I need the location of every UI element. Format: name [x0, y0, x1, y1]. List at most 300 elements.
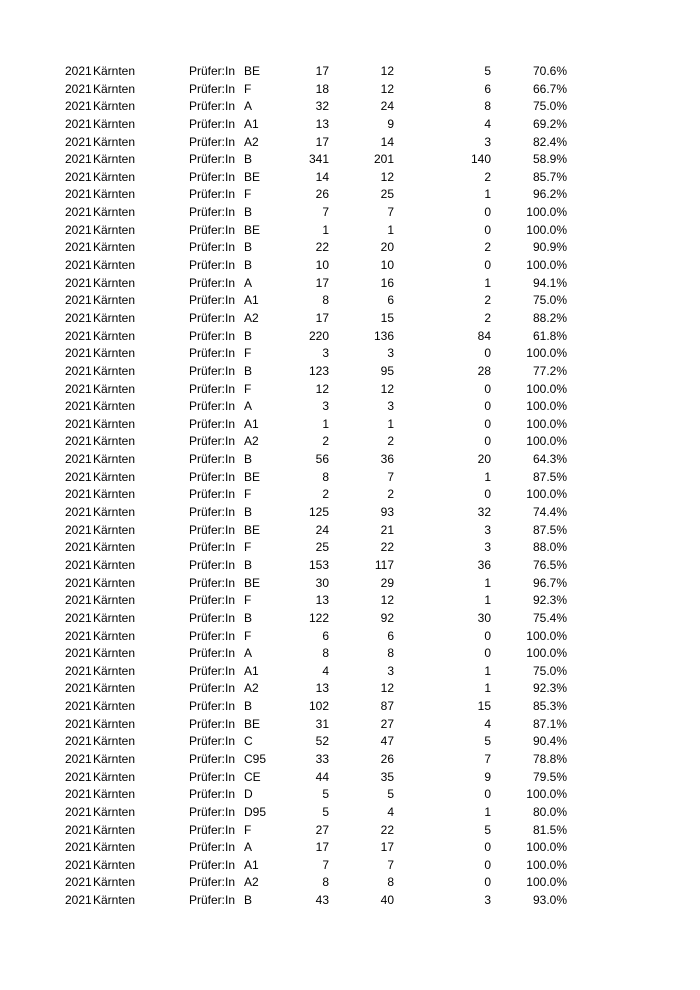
failed-count-cell: 9 — [484, 769, 491, 784]
passed-count-cell: 22 — [380, 822, 394, 837]
table-row — [0, 63, 700, 81]
region-cell: Kärnten — [93, 593, 136, 608]
total-count-cell: 52 — [315, 734, 329, 749]
region-cell: Kärnten — [93, 310, 136, 325]
pass-rate-cell: 70.6% — [532, 64, 567, 78]
pass-rate-cell: 100.0% — [526, 875, 567, 890]
region-cell: Kärnten — [93, 399, 136, 414]
passed-count-cell: 10 — [380, 258, 394, 273]
total-count-cell: 3 — [322, 399, 329, 414]
table-row — [0, 504, 700, 522]
table-row — [0, 575, 700, 593]
license-class-cell: F — [244, 346, 252, 361]
year-cell: 2021 — [65, 857, 92, 872]
role-cell: Prüfer:In — [189, 804, 236, 819]
year-cell: 2021 — [65, 505, 92, 520]
failed-count-cell: 0 — [484, 205, 491, 220]
pass-rate-cell: 100.0% — [526, 222, 567, 237]
failed-count-cell: 1 — [484, 469, 491, 484]
failed-count-cell: 3 — [484, 893, 491, 908]
year-cell: 2021 — [65, 593, 92, 608]
pass-rate-cell: 82.4% — [532, 134, 567, 149]
total-count-cell: 44 — [315, 769, 329, 784]
table-row — [0, 610, 700, 628]
license-class-cell: C — [244, 734, 253, 749]
total-count-cell: 3 — [322, 346, 329, 361]
pass-rate-cell: 75.4% — [532, 610, 567, 625]
pass-rate-cell: 88.2% — [532, 310, 567, 325]
table-row — [0, 363, 700, 381]
table-row — [0, 786, 700, 804]
failed-count-cell: 3 — [484, 540, 491, 555]
passed-count-cell: 92 — [380, 610, 394, 625]
pass-rate-cell: 78.8% — [532, 751, 567, 766]
total-count-cell: 17 — [315, 64, 329, 78]
total-count-cell: 1 — [322, 416, 329, 431]
total-count-cell: 17 — [315, 275, 329, 290]
role-cell: Prüfer:In — [189, 169, 236, 184]
year-cell: 2021 — [65, 399, 92, 414]
region-cell: Kärnten — [93, 187, 136, 202]
total-count-cell: 31 — [315, 716, 329, 731]
passed-count-cell: 8 — [387, 875, 394, 890]
passed-count-cell: 201 — [373, 152, 394, 167]
pass-rate-cell: 100.0% — [526, 628, 567, 643]
failed-count-cell: 0 — [484, 222, 491, 237]
region-cell: Kärnten — [93, 169, 136, 184]
year-cell: 2021 — [65, 381, 92, 396]
total-count-cell: 17 — [315, 840, 329, 855]
license-class-cell: F — [244, 381, 252, 396]
table-row — [0, 257, 700, 275]
year-cell: 2021 — [65, 487, 92, 502]
role-cell: Prüfer:In — [189, 628, 236, 643]
passed-count-cell: 7 — [387, 857, 394, 872]
role-cell: Prüfer:In — [189, 663, 236, 678]
year-cell: 2021 — [65, 699, 92, 714]
year-cell: 2021 — [65, 240, 92, 255]
failed-count-cell: 1 — [484, 681, 491, 696]
role-cell: Prüfer:In — [189, 857, 236, 872]
failed-count-cell: 1 — [484, 275, 491, 290]
passed-count-cell: 5 — [387, 787, 394, 802]
role-cell: Prüfer:In — [189, 505, 236, 520]
total-count-cell: 8 — [322, 293, 329, 308]
failed-count-cell: 1 — [484, 593, 491, 608]
license-class-cell: F — [244, 187, 252, 202]
total-count-cell: 32 — [315, 99, 329, 114]
passed-count-cell: 7 — [387, 205, 394, 220]
table-row — [0, 116, 700, 134]
failed-count-cell: 1 — [484, 804, 491, 819]
role-cell: Prüfer:In — [189, 346, 236, 361]
year-cell: 2021 — [65, 540, 92, 555]
region-cell: Kärnten — [93, 875, 136, 890]
total-count-cell: 18 — [315, 81, 329, 96]
region-cell: Kärnten — [93, 804, 136, 819]
region-cell: Kärnten — [93, 64, 136, 78]
total-count-cell: 27 — [315, 822, 329, 837]
table-row — [0, 416, 700, 434]
license-class-cell: A1 — [244, 293, 259, 308]
role-cell: Prüfer:In — [189, 293, 236, 308]
failed-count-cell: 0 — [484, 258, 491, 273]
pass-rate-cell: 100.0% — [526, 258, 567, 273]
total-count-cell: 220 — [308, 328, 329, 343]
role-cell: Prüfer:In — [189, 452, 236, 467]
table-row — [0, 822, 700, 840]
failed-count-cell: 2 — [484, 293, 491, 308]
total-count-cell: 17 — [315, 310, 329, 325]
total-count-cell: 13 — [315, 116, 329, 131]
license-class-cell: BE — [244, 169, 261, 184]
region-cell: Kärnten — [93, 787, 136, 802]
table-row — [0, 486, 700, 504]
passed-count-cell: 12 — [380, 593, 394, 608]
total-count-cell: 13 — [315, 593, 329, 608]
license-class-cell: B — [244, 699, 253, 714]
year-cell: 2021 — [65, 116, 92, 131]
passed-count-cell: 3 — [387, 399, 394, 414]
year-cell: 2021 — [65, 822, 92, 837]
license-class-cell: B — [244, 240, 253, 255]
year-cell: 2021 — [65, 769, 92, 784]
role-cell: Prüfer:In — [189, 64, 236, 78]
license-class-cell: F — [244, 81, 252, 96]
passed-count-cell: 136 — [373, 328, 394, 343]
passed-count-cell: 24 — [380, 99, 394, 114]
total-count-cell: 2 — [322, 434, 329, 449]
total-count-cell: 25 — [315, 540, 329, 555]
table-row — [0, 451, 700, 469]
table-row — [0, 239, 700, 257]
passed-count-cell: 6 — [387, 293, 394, 308]
table-row — [0, 716, 700, 734]
total-count-cell: 14 — [315, 169, 329, 184]
failed-count-cell: 3 — [484, 134, 491, 149]
year-cell: 2021 — [65, 205, 92, 220]
role-cell: Prüfer:In — [189, 275, 236, 290]
license-class-cell: B — [244, 557, 253, 572]
pass-rate-cell: 96.7% — [532, 575, 567, 590]
year-cell: 2021 — [65, 557, 92, 572]
year-cell: 2021 — [65, 346, 92, 361]
table-row — [0, 381, 700, 399]
failed-count-cell: 2 — [484, 240, 491, 255]
role-cell: Prüfer:In — [189, 751, 236, 766]
pass-rate-cell: 77.2% — [532, 363, 567, 378]
license-class-cell: A2 — [244, 875, 259, 890]
license-class-cell: F — [244, 628, 252, 643]
license-class-cell: F — [244, 487, 252, 502]
table-row — [0, 733, 700, 751]
pass-rate-cell: 66.7% — [532, 81, 567, 96]
year-cell: 2021 — [65, 258, 92, 273]
pass-rate-cell: 75.0% — [532, 663, 567, 678]
passed-count-cell: 2 — [387, 434, 394, 449]
table-row — [0, 222, 700, 240]
role-cell: Prüfer:In — [189, 575, 236, 590]
year-cell: 2021 — [65, 804, 92, 819]
failed-count-cell: 0 — [484, 416, 491, 431]
year-cell: 2021 — [65, 681, 92, 696]
total-count-cell: 7 — [322, 857, 329, 872]
role-cell: Prüfer:In — [189, 522, 236, 537]
passed-count-cell: 35 — [380, 769, 394, 784]
year-cell: 2021 — [65, 893, 92, 908]
license-class-cell: B — [244, 328, 253, 343]
total-count-cell: 33 — [315, 751, 329, 766]
license-class-cell: A1 — [244, 663, 259, 678]
failed-count-cell: 1 — [484, 187, 491, 202]
role-cell: Prüfer:In — [189, 699, 236, 714]
failed-count-cell: 140 — [470, 152, 491, 167]
year-cell: 2021 — [65, 716, 92, 731]
role-cell: Prüfer:In — [189, 310, 236, 325]
total-count-cell: 341 — [308, 152, 329, 167]
passed-count-cell: 9 — [387, 116, 394, 131]
pass-rate-cell: 100.0% — [526, 840, 567, 855]
total-count-cell: 8 — [322, 646, 329, 661]
passed-count-cell: 4 — [387, 804, 394, 819]
role-cell: Prüfer:In — [189, 681, 236, 696]
role-cell: Prüfer:In — [189, 222, 236, 237]
role-cell: Prüfer:In — [189, 116, 236, 131]
region-cell: Kärnten — [93, 81, 136, 96]
pass-rate-cell: 75.0% — [532, 99, 567, 114]
table-row — [0, 645, 700, 663]
table-row — [0, 292, 700, 310]
failed-count-cell: 1 — [484, 575, 491, 590]
role-cell: Prüfer:In — [189, 363, 236, 378]
total-count-cell: 7 — [322, 205, 329, 220]
year-cell: 2021 — [65, 81, 92, 96]
table-row — [0, 328, 700, 346]
passed-count-cell: 12 — [380, 64, 394, 78]
passed-count-cell: 3 — [387, 346, 394, 361]
year-cell: 2021 — [65, 328, 92, 343]
table-row — [0, 680, 700, 698]
year-cell: 2021 — [65, 840, 92, 855]
year-cell: 2021 — [65, 134, 92, 149]
license-class-cell: A — [244, 275, 253, 290]
license-class-cell: A2 — [244, 434, 259, 449]
failed-count-cell: 0 — [484, 857, 491, 872]
license-class-cell: B — [244, 505, 253, 520]
pass-rate-cell: 100.0% — [526, 434, 567, 449]
passed-count-cell: 12 — [380, 381, 394, 396]
table-row — [0, 151, 700, 169]
role-cell: Prüfer:In — [189, 205, 236, 220]
failed-count-cell: 5 — [484, 64, 491, 78]
license-class-cell: D — [244, 787, 253, 802]
pass-rate-cell: 61.8% — [532, 328, 567, 343]
passed-count-cell: 12 — [380, 81, 394, 96]
table-row — [0, 204, 700, 222]
region-cell: Kärnten — [93, 99, 136, 114]
pass-rate-cell: 81.5% — [532, 822, 567, 837]
license-class-cell: A — [244, 399, 253, 414]
year-cell: 2021 — [65, 169, 92, 184]
license-class-cell: F — [244, 540, 252, 555]
region-cell: Kärnten — [93, 557, 136, 572]
passed-count-cell: 1 — [387, 222, 394, 237]
failed-count-cell: 28 — [477, 363, 491, 378]
passed-count-cell: 8 — [387, 646, 394, 661]
table-row — [0, 345, 700, 363]
role-cell: Prüfer:In — [189, 152, 236, 167]
pass-rate-cell: 58.9% — [532, 152, 567, 167]
pass-rate-cell: 74.4% — [532, 505, 567, 520]
pass-rate-cell: 87.5% — [532, 469, 567, 484]
role-cell: Prüfer:In — [189, 557, 236, 572]
total-count-cell: 30 — [315, 575, 329, 590]
failed-count-cell: 0 — [484, 628, 491, 643]
pass-rate-cell: 87.5% — [532, 522, 567, 537]
passed-count-cell: 25 — [380, 187, 394, 202]
table-row — [0, 186, 700, 204]
passed-count-cell: 7 — [387, 469, 394, 484]
region-cell: Kärnten — [93, 628, 136, 643]
pass-rate-cell: 80.0% — [532, 804, 567, 819]
total-count-cell: 8 — [322, 875, 329, 890]
failed-count-cell: 32 — [477, 505, 491, 520]
total-count-cell: 123 — [308, 363, 329, 378]
failed-count-cell: 0 — [484, 434, 491, 449]
pass-rate-cell: 100.0% — [526, 381, 567, 396]
role-cell: Prüfer:In — [189, 646, 236, 661]
table-row — [0, 81, 700, 99]
failed-count-cell: 2 — [484, 169, 491, 184]
failed-count-cell: 0 — [484, 346, 491, 361]
license-class-cell: A — [244, 840, 253, 855]
role-cell: Prüfer:In — [189, 187, 236, 202]
pass-rate-cell: 75.0% — [532, 293, 567, 308]
failed-count-cell: 8 — [484, 99, 491, 114]
region-cell: Kärnten — [93, 487, 136, 502]
license-class-cell: A1 — [244, 416, 259, 431]
license-class-cell: A1 — [244, 116, 259, 131]
region-cell: Kärnten — [93, 840, 136, 855]
passed-count-cell: 20 — [380, 240, 394, 255]
license-class-cell: A1 — [244, 857, 259, 872]
role-cell: Prüfer:In — [189, 734, 236, 749]
license-class-cell: B — [244, 452, 253, 467]
table-row — [0, 698, 700, 716]
role-cell: Prüfer:In — [189, 434, 236, 449]
total-count-cell: 26 — [315, 187, 329, 202]
license-class-cell: A2 — [244, 310, 259, 325]
total-count-cell: 5 — [322, 787, 329, 802]
year-cell: 2021 — [65, 751, 92, 766]
pass-rate-cell: 100.0% — [526, 205, 567, 220]
region-cell: Kärnten — [93, 275, 136, 290]
total-count-cell: 125 — [308, 505, 329, 520]
passed-count-cell: 3 — [387, 663, 394, 678]
role-cell: Prüfer:In — [189, 769, 236, 784]
table-row — [0, 557, 700, 575]
region-cell: Kärnten — [93, 381, 136, 396]
table-row — [0, 751, 700, 769]
table-row — [0, 522, 700, 540]
role-cell: Prüfer:In — [189, 328, 236, 343]
region-cell: Kärnten — [93, 258, 136, 273]
pass-rate-cell: 100.0% — [526, 346, 567, 361]
failed-count-cell: 84 — [477, 328, 491, 343]
year-cell: 2021 — [65, 610, 92, 625]
role-cell: Prüfer:In — [189, 875, 236, 890]
table-row — [0, 839, 700, 857]
license-class-cell: A2 — [244, 681, 259, 696]
role-cell: Prüfer:In — [189, 134, 236, 149]
table-row — [0, 892, 700, 910]
license-class-cell: BE — [244, 716, 261, 731]
year-cell: 2021 — [65, 222, 92, 237]
region-cell: Kärnten — [93, 540, 136, 555]
region-cell: Kärnten — [93, 205, 136, 220]
failed-count-cell: 5 — [484, 822, 491, 837]
failed-count-cell: 1 — [484, 663, 491, 678]
total-count-cell: 17 — [315, 134, 329, 149]
failed-count-cell: 2 — [484, 310, 491, 325]
region-cell: Kärnten — [93, 681, 136, 696]
pass-rate-cell: 64.3% — [532, 452, 567, 467]
role-cell: Prüfer:In — [189, 81, 236, 96]
region-cell: Kärnten — [93, 699, 136, 714]
table-row — [0, 98, 700, 116]
region-cell: Kärnten — [93, 734, 136, 749]
pass-rate-cell: 90.9% — [532, 240, 567, 255]
pass-rate-cell: 79.5% — [532, 769, 567, 784]
pass-rate-cell: 96.2% — [532, 187, 567, 202]
table-row — [0, 592, 700, 610]
passed-count-cell: 95 — [380, 363, 394, 378]
year-cell: 2021 — [65, 152, 92, 167]
license-class-cell: BE — [244, 222, 261, 237]
year-cell: 2021 — [65, 575, 92, 590]
passed-count-cell: 12 — [380, 169, 394, 184]
role-cell: Prüfer:In — [189, 787, 236, 802]
table-row — [0, 539, 700, 557]
passed-count-cell: 36 — [380, 452, 394, 467]
license-class-cell: A2 — [244, 134, 259, 149]
total-count-cell: 5 — [322, 804, 329, 819]
region-cell: Kärnten — [93, 134, 136, 149]
pass-rate-cell: 69.2% — [532, 116, 567, 131]
license-class-cell: B — [244, 363, 253, 378]
year-cell: 2021 — [65, 363, 92, 378]
year-cell: 2021 — [65, 646, 92, 661]
role-cell: Prüfer:In — [189, 258, 236, 273]
license-class-cell: F — [244, 593, 252, 608]
table-row — [0, 469, 700, 487]
failed-count-cell: 20 — [477, 452, 491, 467]
table-row — [0, 804, 700, 822]
failed-count-cell: 36 — [477, 557, 491, 572]
table-row — [0, 398, 700, 416]
total-count-cell: 56 — [315, 452, 329, 467]
passed-count-cell: 22 — [380, 540, 394, 555]
total-count-cell: 1 — [322, 222, 329, 237]
passed-count-cell: 47 — [380, 734, 394, 749]
region-cell: Kärnten — [93, 434, 136, 449]
role-cell: Prüfer:In — [189, 540, 236, 555]
total-count-cell: 2 — [322, 487, 329, 502]
role-cell: Prüfer:In — [189, 469, 236, 484]
passed-count-cell: 27 — [380, 716, 394, 731]
license-class-cell: B — [244, 258, 253, 273]
failed-count-cell: 0 — [484, 381, 491, 396]
